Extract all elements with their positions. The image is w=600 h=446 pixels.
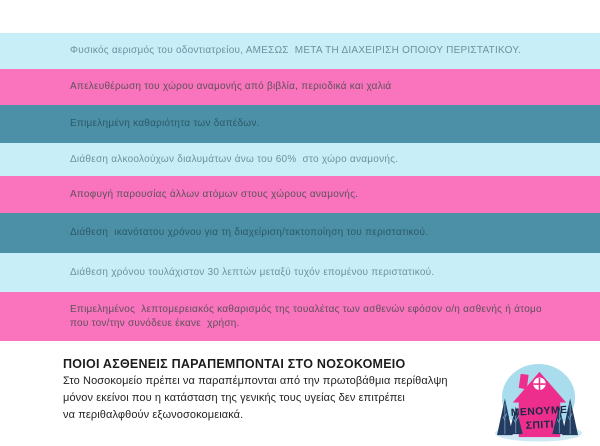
info-bars — [0, 33, 600, 341]
menoume-spiti-logo — [490, 362, 587, 445]
footer-paragraph-line: Στο Νοσοκομείο πρέπει να παραπέμπονται από την πρωτοβάθμια περίθαλψη — [63, 375, 448, 387]
info-bar-text: Φυσικός αερισμός του οδοντιατρείου, ΑΜΕΣΩΣ ΜΕΤΑ ΤΗ ΔΙΑΧΕΙΡΙΣΗ ΟΠΟΙΟΥ ΠΕΡΙΣΤΑΤΙΚΟΥ. — [70, 45, 522, 57]
footer-heading: ΠΟΙΟΙ ΑΣΘΕΝΕΙΣ ΠΑΡΑΠΕΜΠΟΝΤΑΙ ΣΤΟ ΝΟΣΟΚΟΜΕΙΟ — [63, 357, 406, 371]
info-bar — [0, 213, 600, 253]
info-bar-text: Διάθεση αλκοολούχων διαλυμάτων άνω του 60% στο χώρο αναμονής. — [70, 153, 399, 165]
info-bar — [0, 69, 600, 105]
info-bar-text: Διάθεση ικανότατου χρόνου για τη διαχείριση/τακτοποίηση του περιστατικού. — [70, 227, 429, 239]
info-bar-text: Αποφυγή παρουσίας άλλων ατόμων στους χώρους αναμονής. — [70, 188, 359, 200]
footer-paragraph — [63, 373, 448, 425]
info-bar — [0, 33, 600, 69]
info-bar — [0, 105, 600, 143]
info-bar — [0, 253, 600, 292]
logo-text-line2: ΣΠΙΤΙ — [525, 419, 555, 432]
info-bar — [0, 143, 600, 176]
footer-paragraph-line: μόνον εκείνοι που η κατάσταση της γενικής τους υγείας δεν επιτρέπει — [63, 392, 405, 405]
info-bar-text: Επιμελημένη καθαριότητα των δαπέδων. — [70, 118, 260, 130]
info-bar-text: Διάθεση χρόνου τουλάχιστον 30 λεπτών μεταξύ τυχόν επομένου περιστατικού. — [70, 266, 435, 278]
footer-paragraph-line: να περιθαλφθούν εξωνοσοκομειακά. — [63, 409, 244, 422]
info-bar-text: Απελευθέρωση του χώρου αναμονής από βιβλία, περιοδικά και χαλιά — [70, 81, 392, 93]
info-bar — [0, 292, 600, 341]
logo-text-line1: ΜΕΝΟΥΜΕ — [510, 404, 568, 419]
info-bar-text: Επιμελημένος λεπτομερειακός καθαρισμός της τουαλέτας των ασθενών εφόσον ο/η ασθενής ή άτομο που τον/την συνόδευε έκανε χρήση. — [70, 304, 545, 329]
info-bar — [0, 176, 600, 213]
